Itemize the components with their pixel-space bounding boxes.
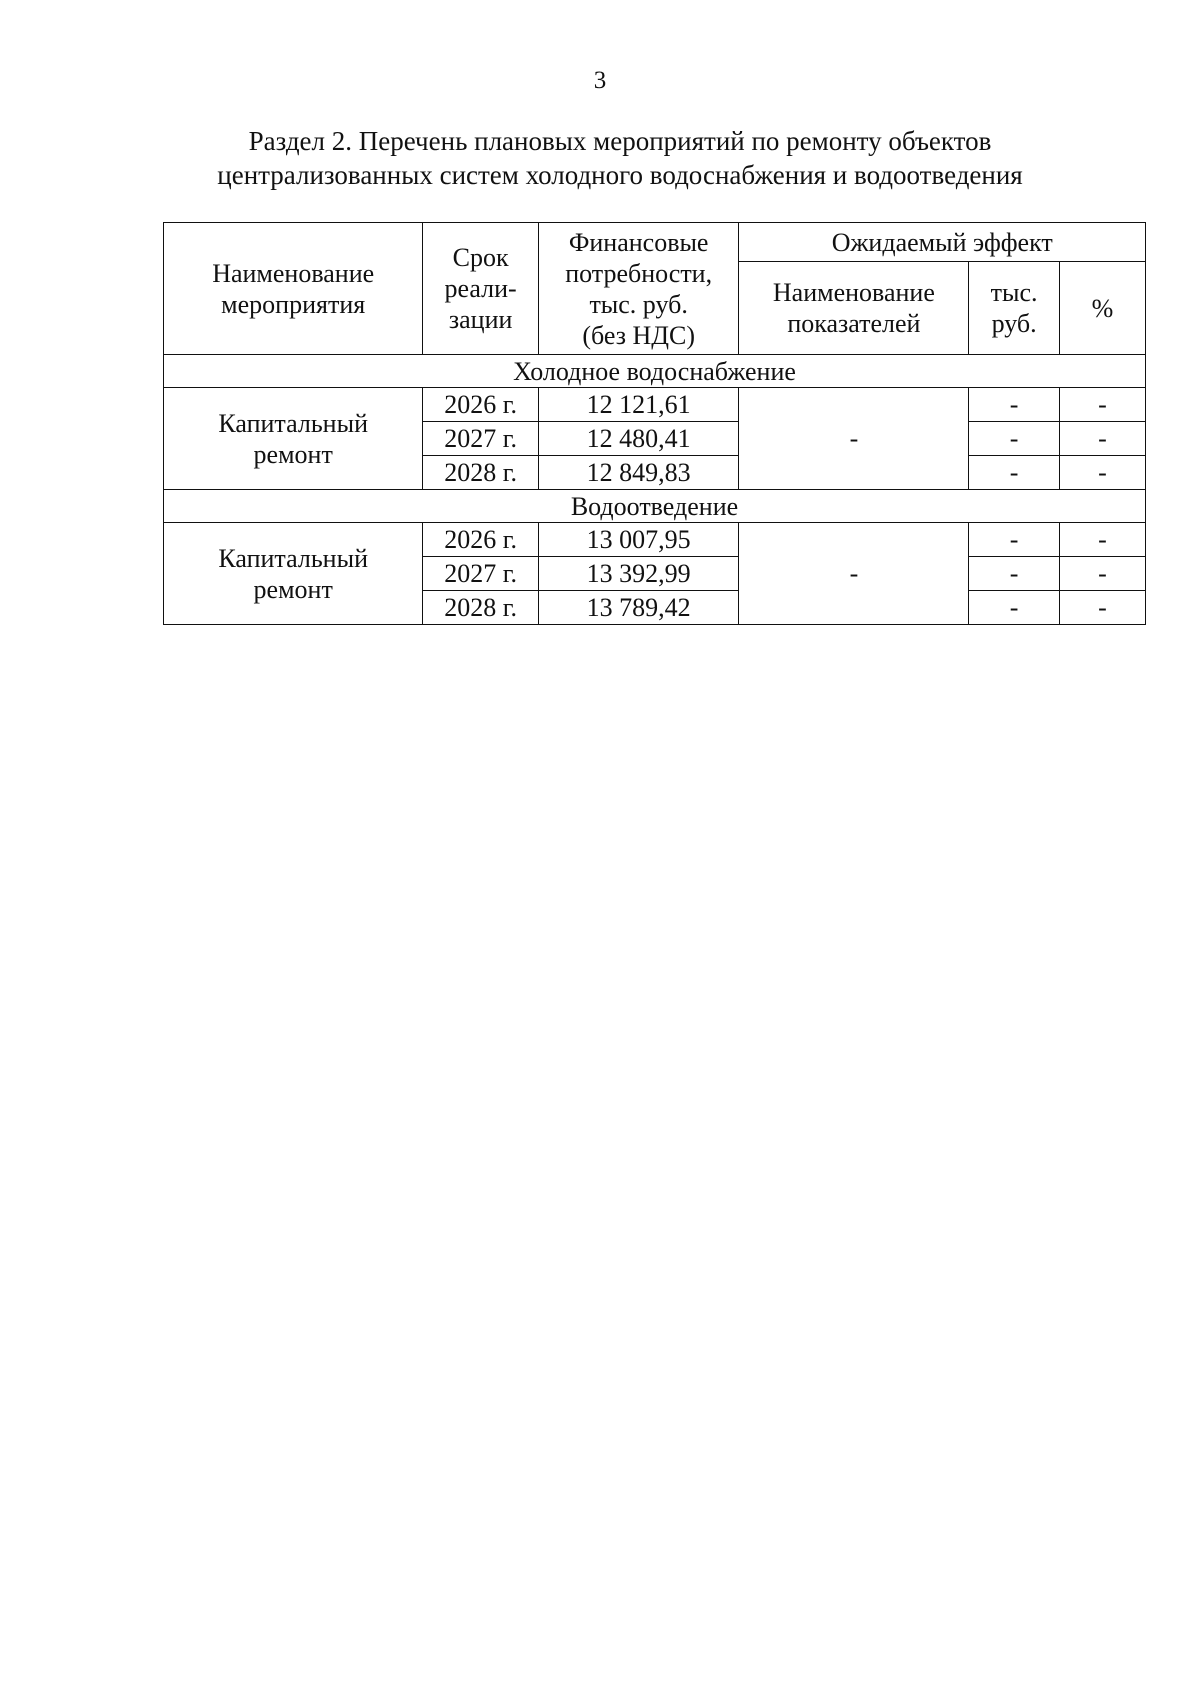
percent-cell: - — [1059, 523, 1145, 557]
amount-cell: 13 392,99 — [538, 557, 739, 591]
year-cell: 2026 г. — [423, 523, 539, 557]
indicator-cell: - — [739, 388, 969, 490]
indicator-cell: - — [739, 523, 969, 625]
header-activity-name: Наименование мероприятия — [164, 223, 423, 355]
amount-cell: 13 789,42 — [538, 591, 739, 625]
table-row — [164, 523, 1146, 557]
thousand-rub-cell: - — [969, 456, 1059, 490]
thousand-rub-cell: - — [969, 388, 1059, 422]
header-thousand-rub: тыс. руб. — [969, 262, 1059, 355]
amount-cell: 12 849,83 — [538, 456, 739, 490]
year-cell: 2027 г. — [423, 422, 539, 456]
thousand-rub-cell: - — [969, 422, 1059, 456]
thousand-rub-cell: - — [969, 557, 1059, 591]
year-cell: 2026 г. — [423, 388, 539, 422]
percent-cell: - — [1059, 422, 1145, 456]
section-row — [164, 355, 1146, 388]
section-title-cell: Водоотведение — [164, 490, 1146, 523]
header-percent: % — [1059, 262, 1145, 355]
activity-cell: Капитальный ремонт — [164, 523, 423, 625]
section-title-line: Раздел 2. Перечень плановых мероприятий по ремонту объектов — [248, 126, 992, 156]
activity-cell: Капитальный ремонт — [164, 388, 423, 490]
page-number: 3 — [593, 67, 607, 94]
thousand-rub-cell: - — [969, 591, 1059, 625]
year-cell: 2028 г. — [423, 591, 539, 625]
section-title-line: централизованных систем холодного водоснабжения и водоотведения — [217, 160, 1023, 190]
percent-cell: - — [1059, 388, 1145, 422]
amount-cell: 13 007,95 — [538, 523, 739, 557]
activities-table — [163, 222, 1146, 625]
percent-cell: - — [1059, 557, 1145, 591]
header-finance: Финансовые потребности, тыс. руб. (без НДС) — [538, 223, 739, 355]
year-cell: 2028 г. — [423, 456, 539, 490]
year-cell: 2027 г. — [423, 557, 539, 591]
percent-cell: - — [1059, 456, 1145, 490]
table-header-row — [164, 223, 1146, 262]
thousand-rub-cell: - — [969, 523, 1059, 557]
percent-cell: - — [1059, 591, 1145, 625]
amount-cell: 12 121,61 — [538, 388, 739, 422]
table-row — [164, 388, 1146, 422]
header-indicators: Наименование показателей — [739, 262, 969, 355]
section-row — [164, 490, 1146, 523]
section-title-cell: Холодное водоснабжение — [164, 355, 1146, 388]
section-title — [160, 124, 1080, 192]
amount-cell: 12 480,41 — [538, 422, 739, 456]
header-expected-effect: Ожидаемый эффект — [739, 223, 1146, 262]
header-term: Срок реали- зации — [423, 223, 539, 355]
